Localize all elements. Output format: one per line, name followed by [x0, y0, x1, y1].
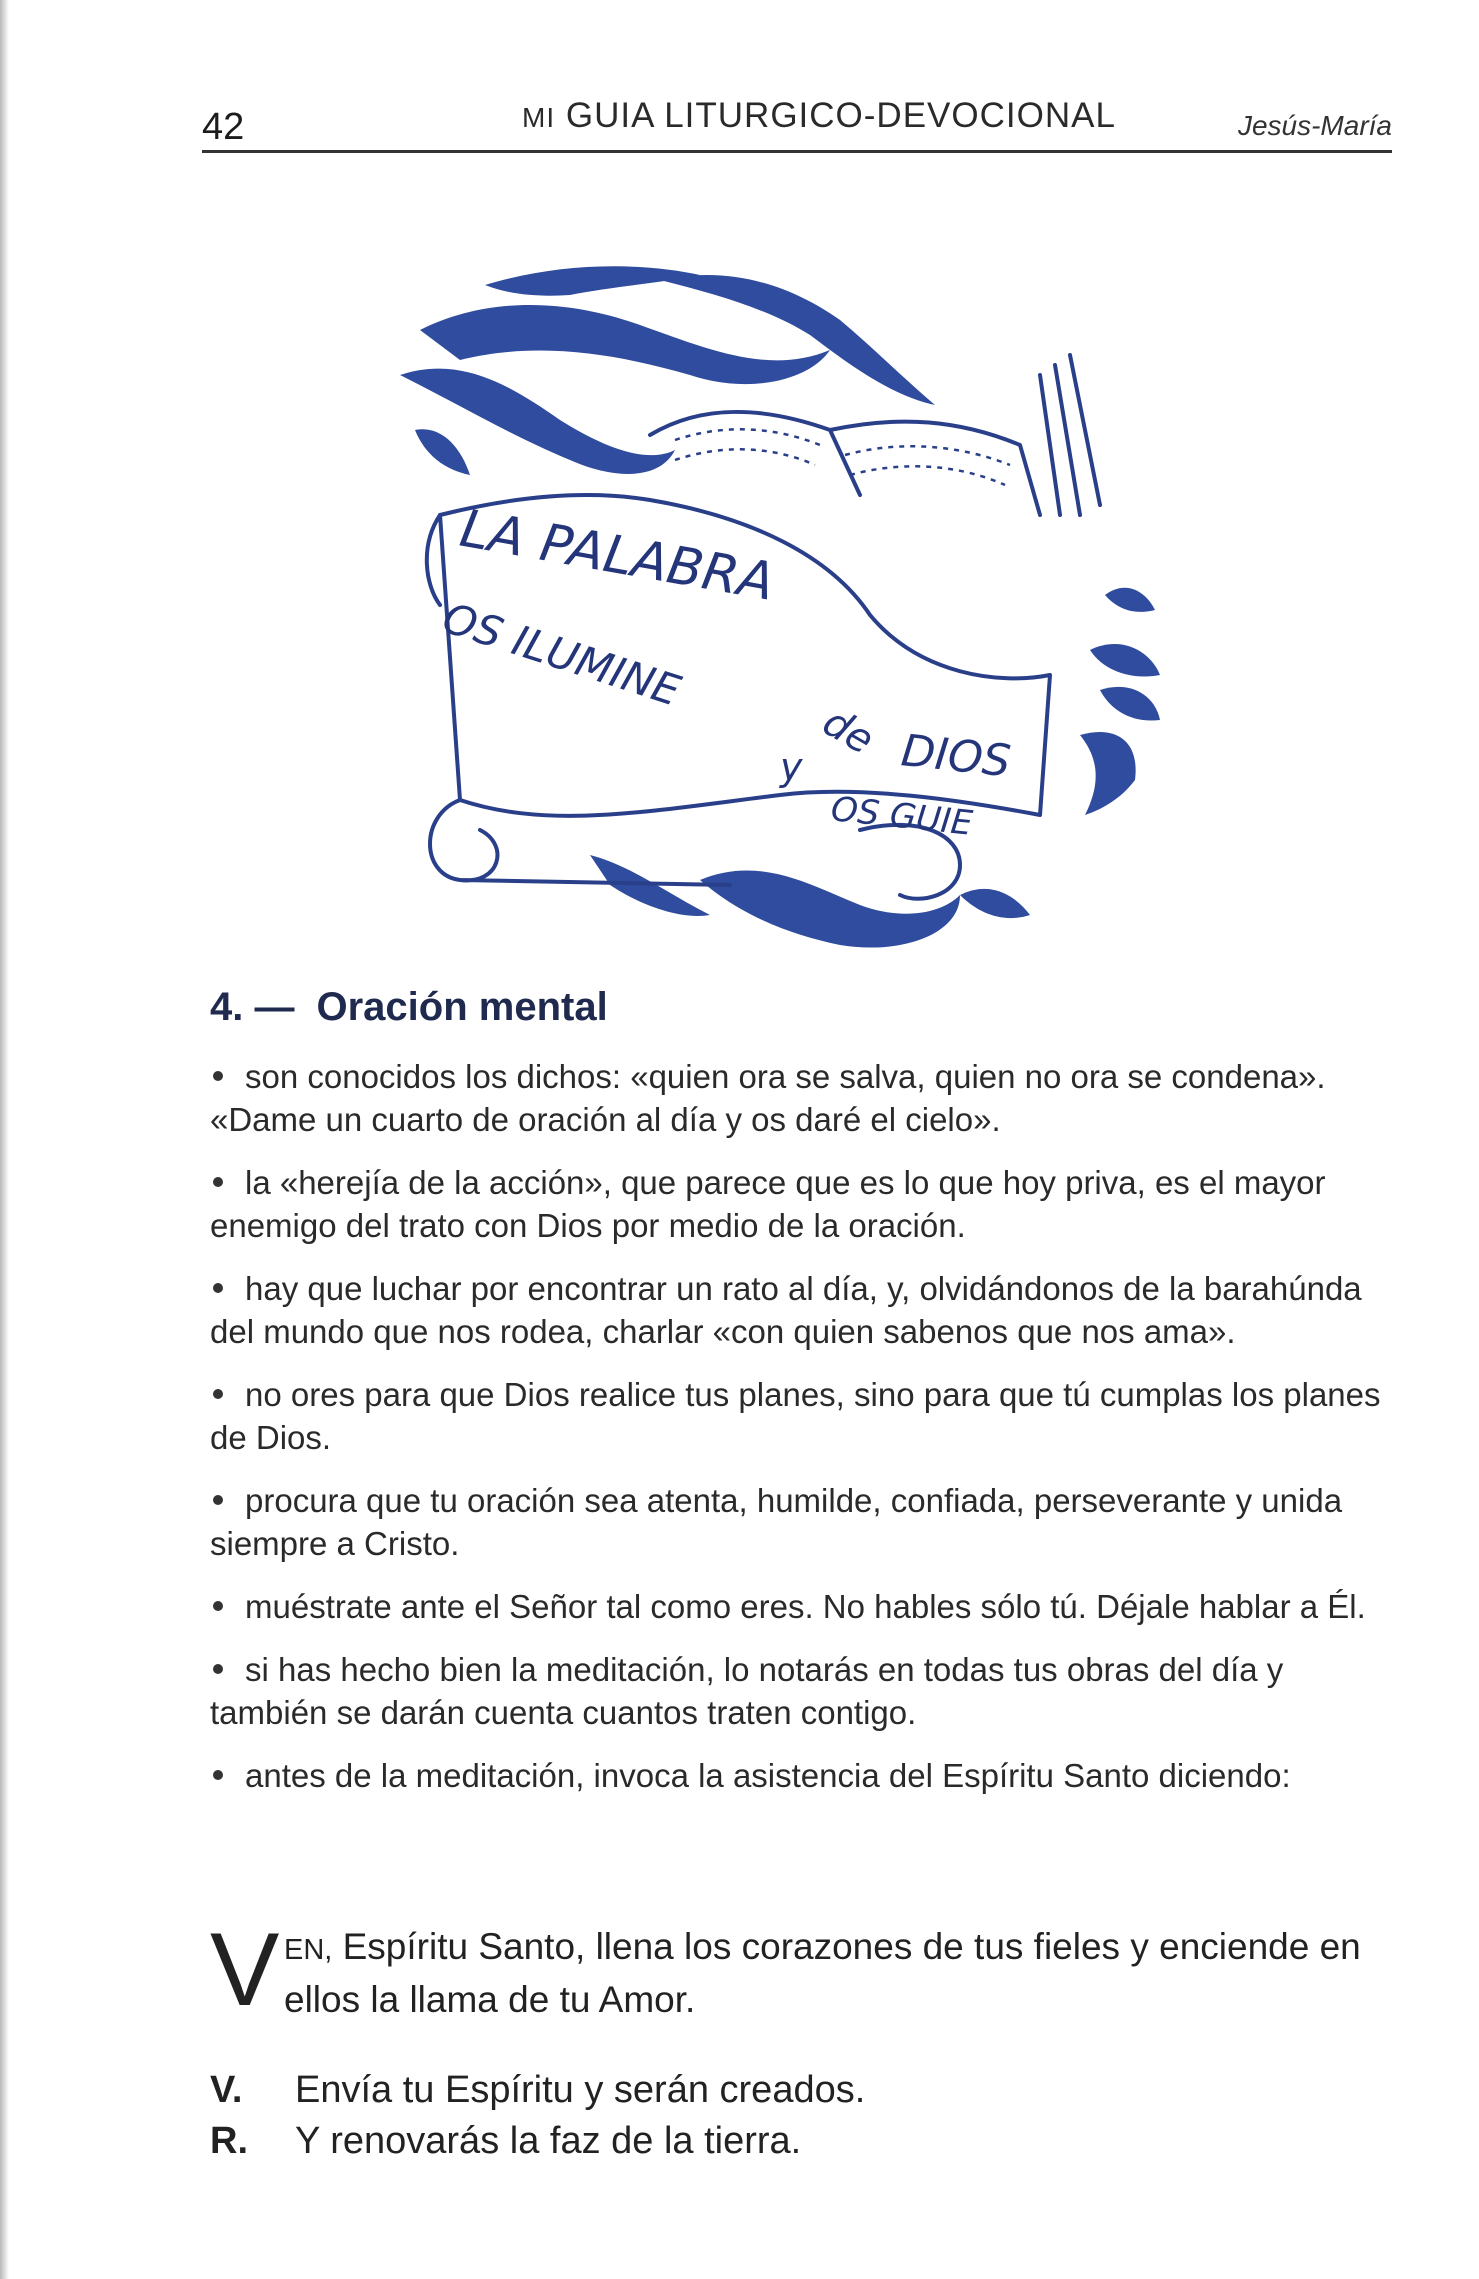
bullet-dot-icon	[213, 1770, 223, 1780]
response-text: Y renovarás la faz de la tierra.	[295, 2120, 802, 2162]
illustration-svg	[400, 255, 1190, 980]
prayer-text	[284, 1922, 1385, 2024]
banner-text-line-2: OS ILUMINE	[436, 592, 687, 716]
wave-stroke	[415, 429, 470, 475]
versicle-text: Envía tu Espíritu y serán creados.	[295, 2069, 866, 2111]
prayer-dropcap: V	[210, 1912, 280, 2028]
bullet-item	[210, 1267, 1385, 1353]
wave-stroke	[1100, 687, 1160, 721]
bullet-text: no ores para que Dios realice tus planes, sino para que tú cumplas los planes de Dios.	[210, 1376, 1381, 1456]
bullet-item	[210, 1754, 1385, 1797]
running-title	[522, 96, 1116, 136]
banner-text-os-guie: OS GUIE	[829, 789, 975, 844]
running-header	[202, 96, 1392, 156]
bullet-text: la «herejía de la acción», que parece que es lo que hoy priva, es el mayor enemigo del trato con Dios por medio de la oración.	[210, 1164, 1326, 1244]
wave-stroke	[1105, 588, 1155, 612]
book-spine	[1040, 355, 1100, 515]
bullet-dot-icon	[213, 1601, 223, 1611]
bullet-item	[210, 1055, 1385, 1141]
wave-stroke	[960, 889, 1030, 918]
running-author: Jesús-María	[1237, 110, 1392, 141]
wave-stroke	[660, 275, 935, 405]
running-title-prefix: MI	[522, 102, 556, 133]
wave-stroke	[420, 305, 830, 384]
bible-banner-illustration	[400, 255, 1190, 980]
section-title: Oración mental	[316, 985, 608, 1029]
bullet-text: procura que tu oración sea atenta, humilde, confiada, perseverante y unida siempre a Cristo.	[210, 1482, 1343, 1562]
versicle-line	[210, 2065, 1385, 2116]
banner-text-line-1: LA PALABRA	[455, 498, 779, 613]
response-marker: R.	[210, 2120, 248, 2162]
bullet-text: muéstrate ante el Señor tal como eres. No hables sólo tú. Déjale hablar a Él.	[245, 1588, 1366, 1625]
prayer-smallcaps: EN,	[284, 1934, 333, 1966]
bullet-item	[210, 1479, 1385, 1565]
bullet-item	[210, 1161, 1385, 1247]
banner-text-y: y	[780, 745, 803, 789]
page-number: 42	[202, 106, 245, 148]
prayer-body: Espíritu Santo, llena los corazones de tus fieles y enciende en ellos la llama de tu Amor.	[284, 1926, 1361, 2020]
prayer-block	[210, 1912, 1385, 2028]
bullet-dot-icon	[213, 1071, 223, 1081]
wave-stroke	[1090, 644, 1160, 677]
bullet-text: son conocidos los dichos: «quien ora se salva, quien no ora se condena». «Dame un cuarto de oración al día y os daré el cielo».	[210, 1058, 1326, 1138]
bullet-text: antes de la meditación, invoca la asistencia del Espíritu Santo diciendo:	[245, 1757, 1291, 1794]
banner-text-de: de	[815, 698, 882, 764]
section-number: 4. —	[210, 985, 295, 1029]
versicle-responses	[210, 2065, 1385, 2167]
bullet-dot-icon	[213, 1664, 223, 1674]
response-line	[210, 2116, 1385, 2167]
banner-text-dios: DIOS	[898, 725, 1014, 788]
versicle-marker: V.	[210, 2069, 243, 2111]
bullet-dot-icon	[213, 1283, 223, 1293]
wave-stroke	[700, 870, 960, 947]
header-rule	[202, 150, 1392, 153]
bullet-text: hay que luchar por encontrar un rato al día, y, olvidándonos de la barahúnda del mundo que nos rodea, charlar «con quien sabenos que nos ama».	[210, 1270, 1362, 1350]
bullet-text: si has hecho bien la meditación, lo notarás en todas tus obras del día y también se darán cuenta cuantos traten contigo.	[210, 1651, 1284, 1731]
bullet-dot-icon	[213, 1177, 223, 1187]
page-edge-shadow	[0, 0, 9, 2279]
bullet-item	[210, 1373, 1385, 1459]
bullet-item	[210, 1648, 1385, 1734]
bullet-dot-icon	[213, 1495, 223, 1505]
bullet-list	[210, 1055, 1385, 1817]
section-heading	[210, 985, 608, 1030]
wave-stroke	[1080, 732, 1136, 815]
bullet-dot-icon	[213, 1389, 223, 1399]
bullet-item	[210, 1585, 1385, 1628]
running-title-text: GUIA LITURGICO-DEVOCIONAL	[565, 96, 1116, 135]
book-outline	[650, 412, 1040, 515]
